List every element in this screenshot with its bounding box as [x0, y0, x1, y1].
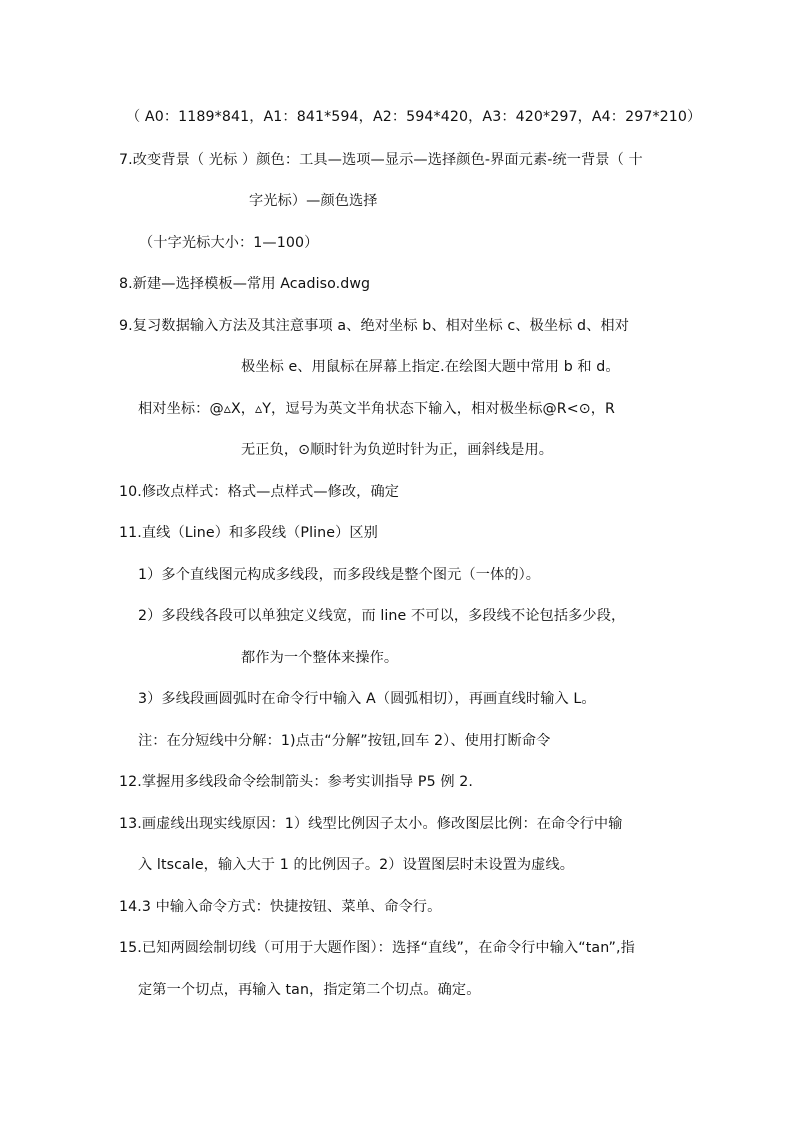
item-8-line: 8.新建—选择模板—常用 Acadiso.dwg — [119, 276, 371, 292]
item-11-point-3: 3）多线段画圆弧时在命令行中输入 A（圆弧相切），再画直线时输入 L。 — [138, 691, 596, 707]
item-11-note: 注：在分短线中分解：1)点击“分解”按钮,回车 2）、使用打断命令 — [138, 733, 551, 749]
item-9-line: 9.复习数据输入方法及其注意事项 a、绝对坐标 b、相对坐标 c、极坐标 d、相对 — [119, 318, 629, 334]
item-11-line: 11.直线（Line）和多段线（Pline）区别 — [119, 525, 378, 541]
item-10-line: 10.修改点样式：格式—点样式—修改，确定 — [119, 484, 400, 500]
item-14-line: 14.3 中输入命令方式：快捷按钮、菜单、命令行。 — [119, 899, 442, 915]
item-11-point-1: 1）多个直线图元构成多线段，而多段线是整个图元（一体的）。 — [138, 567, 541, 583]
item-7-continuation: 字光标）—颜色选择 — [249, 193, 378, 209]
paper-sizes-line: （ A0：1189*841，A1：841*594，A2：594*420，A3：420*297，A4：297*210） — [126, 109, 702, 125]
item-11-point-2: 2）多段线各段可以单独定义线宽，而 line 不可以，多段线不论包括多少段， — [138, 608, 626, 624]
relative-coords-line: 相对坐标：@▵X，▵Y，逗号为英文半角状态下输入，相对极坐标@R<⊙，R — [138, 401, 615, 417]
item-11-point-2-continuation: 都作为一个整体来操作。 — [241, 650, 399, 666]
item-15-continuation: 定第一个切点，再输入 tan，指定第二个切点。确定。 — [138, 982, 481, 998]
item-7-line: 7.改变背景（ 光标 ）颜色：工具—选项—显示—选择颜色-界面元素-统一背景（ 十 — [119, 152, 643, 168]
item-12-line: 12.掌握用多线段命令绘制箭头：参考实训指导 P5 例 2. — [119, 774, 473, 790]
item-15-line: 15.已知两圆绘制切线（可用于大题作图）：选择“直线”，在命令行中输入“tan”,指 — [119, 940, 635, 956]
item-9-continuation: 极坐标 e、用鼠标在屏幕上指定.在绘图大题中常用 b 和 d。 — [241, 359, 620, 375]
item-13-continuation: 入 ltscale，输入大于 1 的比例因子。2）设置图层时未设置为虚线。 — [138, 857, 575, 873]
relative-coords-continuation: 无正负，⊙顺时针为负逆时针为正，画斜线是用。 — [241, 442, 554, 458]
item-13-line: 13.画虚线出现实线原因：1）线型比例因子太小。修改图层比例：在命令行中输 — [119, 816, 623, 832]
crosshair-size-note: （十字光标大小：1—100） — [139, 235, 319, 251]
